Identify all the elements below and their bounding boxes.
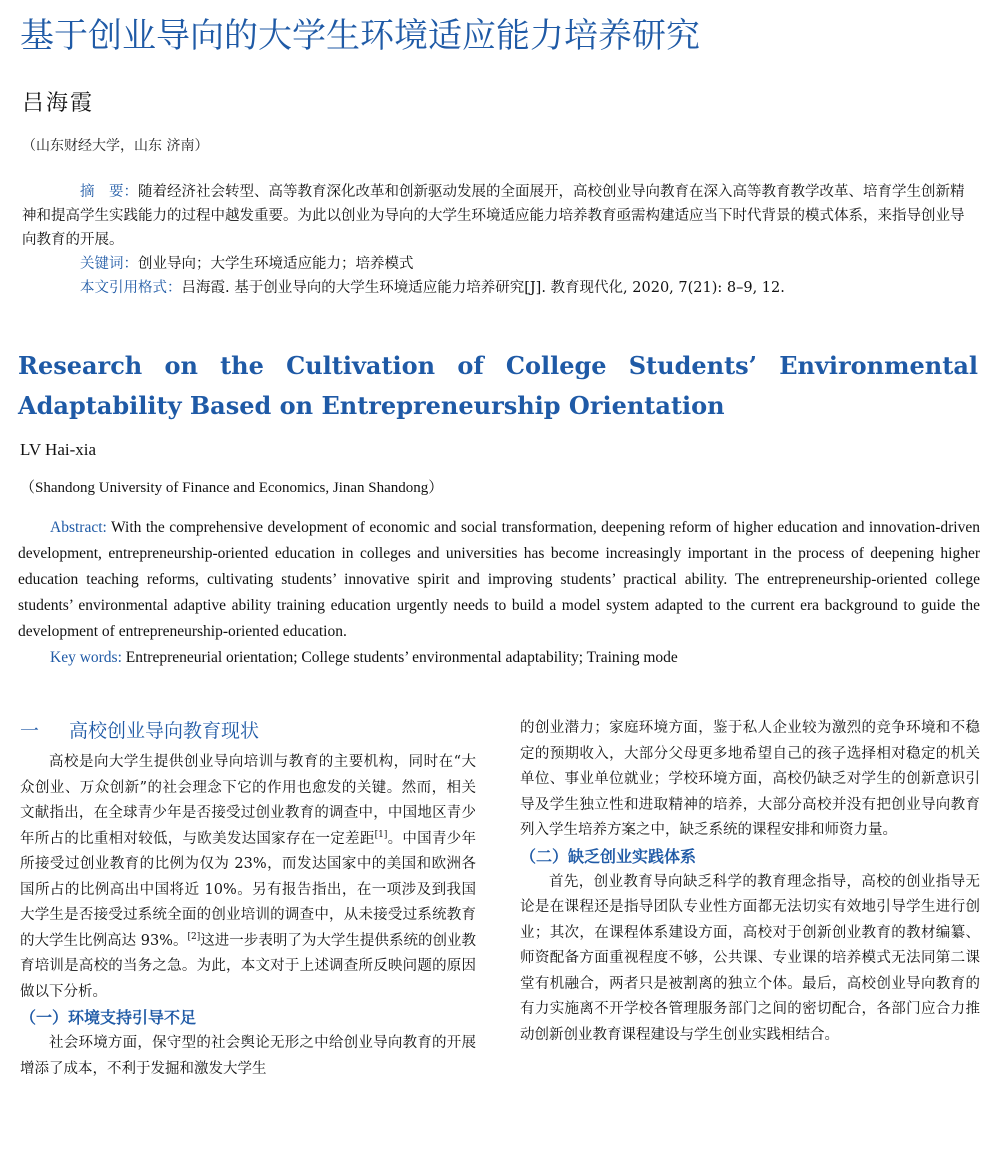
abstract-label: 摘 要： bbox=[80, 184, 138, 200]
chinese-abstract bbox=[22, 180, 968, 252]
english-keywords-label: Key words: bbox=[50, 649, 122, 666]
body-paragraph-continued: 的创业潜力；家庭环境方面，鉴于私人企业较为激烈的竞争环境和不稳定的预期收入，大部分父母更多地希望自己的孩子选择相对稳定的机关单位、事业单位就业；学校环境方面，高校仍缺乏对学生的创新意识引导及学生独立性和进取精神的培养，大部分高校并没有把创业导向教育列入学生培养方案之中，缺乏系统的课程安排和师资力量。 bbox=[520, 720, 980, 838]
english-abstract-label: Abstract: bbox=[50, 519, 107, 536]
english-abstract-block bbox=[18, 515, 980, 671]
chinese-title: 基于创业导向的大学生环境适应能力培养研究 bbox=[20, 16, 700, 56]
reference-mark: [2] bbox=[187, 931, 201, 942]
body-paragraph: 社会环境方面，保守型的社会舆论无形之中给创业导向教育的开展增添了成本，不利于发掘和激发大学生 bbox=[20, 1035, 476, 1077]
section-number: 一 bbox=[20, 720, 40, 742]
section-heading-1 bbox=[20, 716, 476, 746]
subsection-heading-2: （二）缺乏创业实践体系 bbox=[520, 846, 697, 866]
paragraph-text: 高校是向大学生提供创业导向培训与教育的主要机构，同时在“大众创业、万众创新”的社会理念下它的作用也愈发的关键。然而，相关文献指出，在全球青少年是否接受过创业教育的调查中，中国地区青少年所占的比重相对较低，与欧美发达国家存在一定差距 bbox=[20, 754, 476, 847]
citation-format bbox=[22, 276, 968, 300]
english-abstract bbox=[18, 515, 980, 645]
keywords-text: 创业导向；大学生环境适应能力；培养模式 bbox=[138, 256, 414, 272]
reference-mark: [1] bbox=[374, 829, 388, 840]
citation-label: 本文引用格式： bbox=[80, 280, 182, 296]
paragraph-text: 这进一步表明了为大学生提供系统的创业教育培训是高校的当务之急。为此，本文对于上述调查所反映问题的原因做以下分析。 bbox=[20, 932, 477, 1000]
body-paragraph bbox=[20, 750, 476, 1005]
keywords-label: 关键词： bbox=[80, 256, 138, 272]
body-paragraph: 首先，创业教育导向缺乏科学的教育理念指导，高校的创业指导无论是在课程还是指导团队专业性方面都无法切实有效地引导学生进行创业；其次，在课程体系建设方面，高校对于创新创业教育的教材编纂、师资配备方面重视程度不够，公共课、专业课的培养模式无法同第二课堂有机融合，两者只是被割离的独立个体。最后，高校创业导向教育的有力实施离不开学校各管理服务部门之间的密切配合，各部门应合力推动创新创业教育课程建设与学生创业实践相结合。 bbox=[520, 873, 980, 1043]
chinese-author: 吕海霞 bbox=[22, 91, 95, 116]
paragraph-text: 。中国青少年所接受过创业教育的比例为仅为 23%，而发达国家中的美国和欧洲各国所占的比例高出中国将近 10%。另有报告指出，在一项涉及到我国大学生是否接受过系统全面的创业培训的调查中，从未接受过系统教育的大学生比例高达 93%。 bbox=[20, 830, 477, 949]
right-column bbox=[520, 716, 980, 1048]
subsection-heading-1: （一）环境支持引导不足 bbox=[20, 1008, 197, 1027]
left-column bbox=[20, 716, 476, 1082]
section-title: 高校创业导向教育现状 bbox=[69, 720, 260, 742]
english-author: LV Hai-xia bbox=[20, 440, 97, 459]
abstract-text: 随着经济社会转型、高等教育深化改革和创新驱动发展的全面展开，高校创业导向教育在深入高等教育教学改革、培育学生创新精神和提高学生实践能力的过程中越发重要。为此以创业为导向的大学生环境适应能力培养教育亟需构建适应当下时代背景的模式体系，来指导创业导向教育的开展。 bbox=[22, 184, 965, 248]
english-keywords-text: Entrepreneurial orientation; College students’ environmental adaptability; Training mode bbox=[121, 649, 678, 666]
chinese-abstract-block bbox=[22, 180, 968, 300]
english-abstract-text: With the comprehensive development of economic and social transformation, deepening reform of higher education and innovation-driven development, entrepreneurship-oriented education in colleges and universities has become increasingly important in the process of deepening higher education teaching reforms, cultivating students’ innovative spirit and improving students’ practical ability. The entrepreneurship-oriented college students’ environmental adaptive ability training education urgently needs to build a model system adapted to the current era background to guide the development of entrepreneurship-oriented education. bbox=[18, 519, 980, 640]
chinese-affiliation: （山东财经大学，山东 济南） bbox=[22, 138, 209, 154]
english-keywords bbox=[18, 645, 980, 671]
english-title: Research on the Cultivation of College Students’ Environmental Adaptability Based on Entrepreneurship Orientation bbox=[18, 351, 978, 420]
chinese-keywords bbox=[22, 252, 968, 276]
english-affiliation: （Shandong University of Finance and Economics, Jinan Shandong） bbox=[20, 480, 444, 496]
citation-text: 吕海霞. 基于创业导向的大学生环境适应能力培养研究[J]. 教育现代化, 2020, 7(21): 8–9, 12. bbox=[181, 280, 785, 296]
